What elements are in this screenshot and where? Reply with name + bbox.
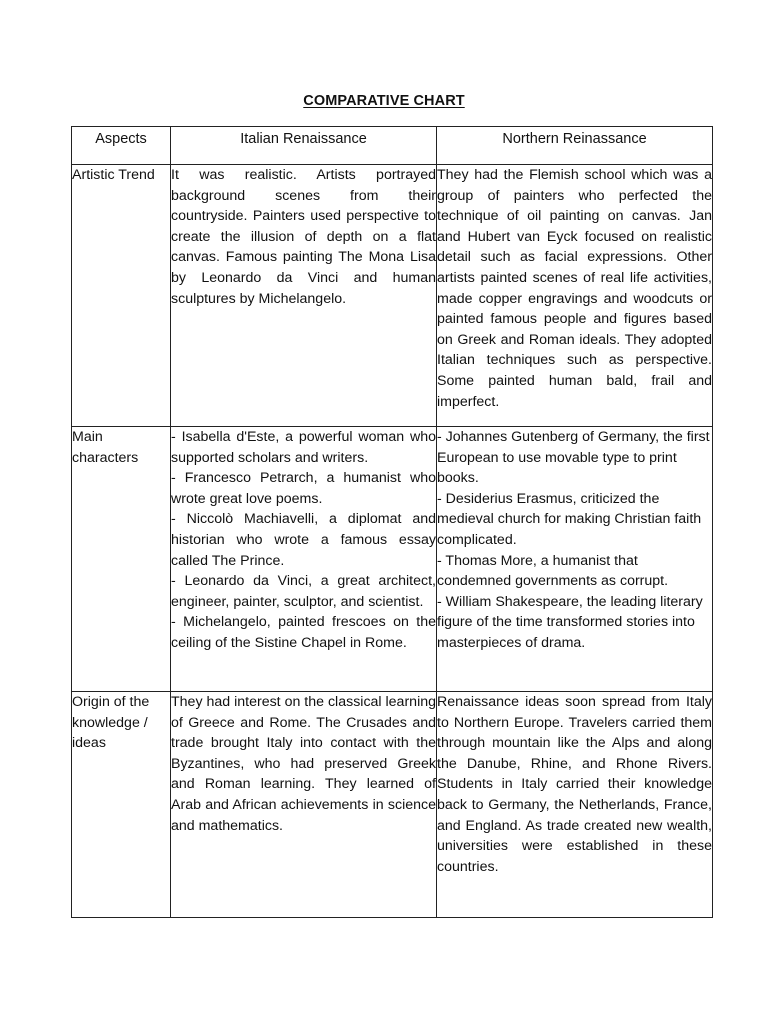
- table-row-artistic-trend: [72, 165, 713, 427]
- header-italian-renaissance: Italian Renaissance: [171, 127, 437, 165]
- list-item: - William Shakespeare, the leading literary figure of the time transformed stories into masterpieces of drama.: [437, 593, 703, 651]
- aspect-cell: Origin of the knowledge / ideas: [72, 692, 171, 918]
- comparative-table: [71, 126, 713, 918]
- aspect-cell: Main characters: [72, 427, 171, 692]
- italian-cell: It was realistic. Artists portrayed background scenes from their countryside. Painters used perspective to create the illusion of depth on a flat canvas. Famous painting The Mona Lisa by Leonardo da Vinci and human sculptures by Michelangelo.: [171, 165, 437, 427]
- list-item: - Isabella d'Este, a powerful woman who supported scholars and writers.: [171, 429, 436, 466]
- table-row-main-characters: [72, 427, 713, 692]
- list-item: - Johannes Gutenberg of Germany, the first European to use movable type to print books.: [437, 429, 710, 487]
- list-item: - Francesco Petrarch, a humanist who wrote great love poems.: [171, 470, 436, 507]
- header-aspects: Aspects: [72, 127, 171, 165]
- table-header-row: [72, 127, 713, 165]
- italian-cell: They had interest on the classical learning of Greece and Rome. The Crusades and trade brought Italy into contact with the Byzantines, who had preserved Greek and Roman learning. They learned of Arab and African achievements in science and mathematics.: [171, 692, 437, 918]
- list-item: - Thomas More, a humanist that condemned governments as corrupt.: [437, 552, 669, 590]
- northern-cell: They had the Flemish school which was a group of painters who perfected the technique of oil painting on canvas. Jan and Hubert van Eyck focused on realistic detail such as facial expressions. Other artists painted scenes of real life activities, made copper engravings and woodcuts or painted famous people and figures based on Greek and Roman ideals. They adopted Italian techniques such as perspective. Some painted human bald, frail and imperfect.: [437, 165, 713, 427]
- list-item: - Michelangelo, painted frescoes on the ceiling of the Sistine Chapel in Rome.: [171, 614, 436, 651]
- northern-cell: [437, 427, 713, 692]
- list-item: - Niccolò Machiavelli, a diplomat and historian who wrote a famous essay called The Prince.: [171, 511, 436, 569]
- list-item: - Desiderius Erasmus, criticized the medieval church for making Christian faith complicated.: [437, 490, 702, 548]
- aspect-cell: Artistic Trend: [72, 165, 171, 427]
- northern-cell: Renaissance ideas soon spread from Italy to Northern Europe. Travelers carried them through mountain like the Alps and along the Danube, Rhine, and Rhone Rivers. Students in Italy carried their knowledge back to Germany, the Netherlands, France, and England. As trade created new wealth, universities were established in these countries.: [437, 692, 713, 918]
- header-northern-renaissance: Northern Reinassance: [437, 127, 713, 165]
- table-row-origin-of-knowledge: [72, 692, 713, 918]
- page-title: COMPARATIVE CHART: [303, 93, 465, 109]
- list-item: - Leonardo da Vinci, a great architect, engineer, painter, sculptor, and scientist.: [171, 573, 436, 610]
- italian-cell: [171, 427, 437, 692]
